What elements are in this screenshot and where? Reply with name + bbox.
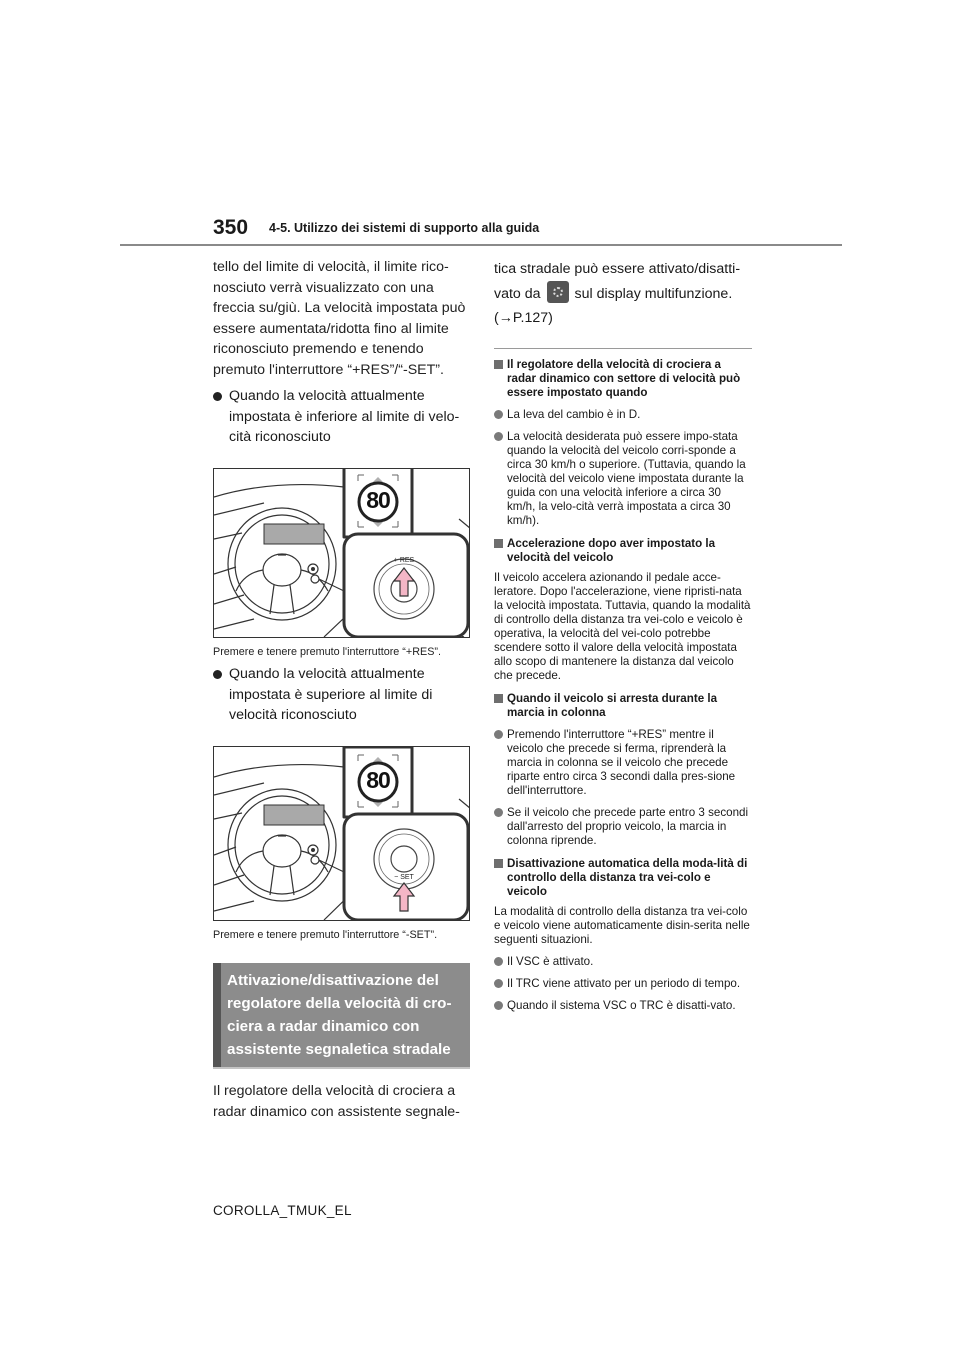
note-heading-text: Disattivazione automatica della moda-lità di controllo della distanza tra vei-colo e veicolo (507, 857, 748, 898)
lead-paragraph: tello del limite di velocità, il limite rico-nosciuto verrà visualizzato con una freccia su/giù. La velocità impostata può essere aumentata/ridotta fino al limite riconosciuto premendo e tenendo premuto l'interruttore “+RES”/“-SET”. (213, 259, 466, 378)
note-heading (494, 358, 752, 400)
section-intro: Il regolatore della velocità di crociera a radar dinamico con assistente segnale- (213, 1083, 460, 1120)
note-bullet-text: Il VSC è attivato. (507, 955, 594, 968)
section-heading: Attivazione/disattivazione del regolatore della velocità di cro-ciera a radar dinamico con assistente segnaletica stradale (213, 963, 470, 1067)
left-column (213, 257, 470, 1122)
note-bullet (494, 408, 752, 422)
note-bullet-text: Il TRC viene attivato per un periodo di tempo. (507, 977, 741, 990)
set-switch-label: − SET (394, 873, 414, 881)
note-heading (494, 857, 752, 899)
bullet-dot-icon (494, 410, 503, 419)
lead-text-a: tica stradale può essere attivato/disatti- (494, 261, 741, 277)
square-bullet-icon (494, 539, 503, 548)
lead-continuation (494, 257, 752, 330)
header-divider (120, 244, 842, 246)
running-header: 4-5. Utilizzo dei sistemi di supporto alla guida (269, 221, 540, 235)
note-bullet (494, 806, 752, 848)
note-heading-text: Quando il veicolo si arresta durante la marcia in colonna (507, 692, 718, 719)
note-heading-text: Accelerazione dopo aver impostato la velocità del veicolo (507, 537, 716, 564)
bullet-item (213, 386, 470, 448)
speed-limit-value: 80 (366, 486, 390, 513)
document-code: COROLLA_TMUK_EL (213, 1203, 352, 1218)
gear-icon (547, 281, 569, 303)
right-column (494, 257, 752, 1013)
illustration-set-switch (213, 746, 470, 921)
note-heading-text: Il regolatore della velocità di crociera a radar dinamico con settore di velocità può essere impostato quando (507, 358, 741, 399)
note-bullet (494, 955, 752, 969)
bullet-dot-icon (213, 670, 222, 679)
bullet-text: Quando la velocità attualmente impostata è superiore al limite di velocità riconosciuto (229, 666, 433, 723)
bullet-item (213, 664, 470, 726)
bullet-dot-icon (494, 957, 503, 966)
note-bullet-text: La velocità desiderata può essere impo-stata quando la velocità del veicolo corri-sponde a circa 30 km/h o superiore. (Tuttavia, quando la velocità del veicolo viene impostata durante la guida con una velocità inferiore a circa 30 km/h, la velo-cità verrà impostata a circa 30 km/h). (507, 430, 746, 527)
page-reference-link[interactable]: (→P.127) (494, 310, 553, 326)
illustration-res-switch (213, 468, 470, 638)
note-bullet-text: La leva del cambio è in D. (507, 408, 641, 421)
note-bullet-text: Se il veicolo che precede parte entro 3 secondi dall'arresto del proprio veicolo, la marcia in colonna riprende. (507, 806, 749, 847)
figure-caption: Premere e tenere premuto l'interruttore “-SET”. (213, 928, 438, 941)
lead-text-b: vato da (494, 286, 541, 302)
note-bullet-text: Premendo l'interruttore “+RES” mentre il veicolo che precede si ferma, riprenderà la marcia in colonna se il veicolo che precede riparte entro circa 3 secondi dalla pres-sione dell'interruttore. (507, 728, 736, 797)
speed-limit-value: 80 (366, 766, 390, 793)
note-bullet (494, 728, 752, 798)
dashboard-set-illustration (214, 747, 470, 921)
note-bullet (494, 977, 752, 991)
note-bullet (494, 430, 752, 528)
lead-text-c: sul display multifunzione. (574, 286, 733, 302)
note-bullet (494, 999, 752, 1013)
note-paragraph: Il veicolo accelera azionando il pedale acce-leratore. Dopo l'accelerazione, viene ripristi-nata la velocità impostata. Tuttavia, quando la modalità di controllo della distanza tra vei-colo e veicolo è operativa, la velocità del vei-colo potrebbe scendere sotto il valore della velocità impostata allo scopo di mantenere la distanza dal veicolo che precede. (494, 571, 751, 682)
note-heading (494, 537, 752, 565)
notes-divider (494, 348, 752, 349)
bullet-dot-icon (494, 432, 503, 441)
square-bullet-icon (494, 694, 503, 703)
bullet-dot-icon (494, 730, 503, 739)
bullet-dot-icon (494, 979, 503, 988)
bullet-dot-icon (213, 392, 222, 401)
res-switch-label: + RES (393, 556, 415, 564)
figure-caption: Premere e tenere premuto l'interruttore “+RES”. (213, 645, 441, 658)
bullet-text: Quando la velocità attualmente impostata è inferiore al limite di velo-cità riconosciuto (229, 388, 460, 445)
square-bullet-icon (494, 859, 503, 868)
section-divider (213, 1067, 470, 1069)
square-bullet-icon (494, 360, 503, 369)
note-bullet-text: Quando il sistema VSC o TRC è disatti-vato. (507, 999, 736, 1012)
dashboard-res-illustration (214, 469, 470, 638)
note-paragraph: La modalità di controllo della distanza tra vei-colo e veicolo viene automaticamente disin-serita nelle seguenti situazioni. (494, 905, 750, 946)
bullet-dot-icon (494, 1001, 503, 1010)
bullet-dot-icon (494, 808, 503, 817)
page-number: 350 (213, 216, 249, 239)
note-heading (494, 692, 752, 720)
